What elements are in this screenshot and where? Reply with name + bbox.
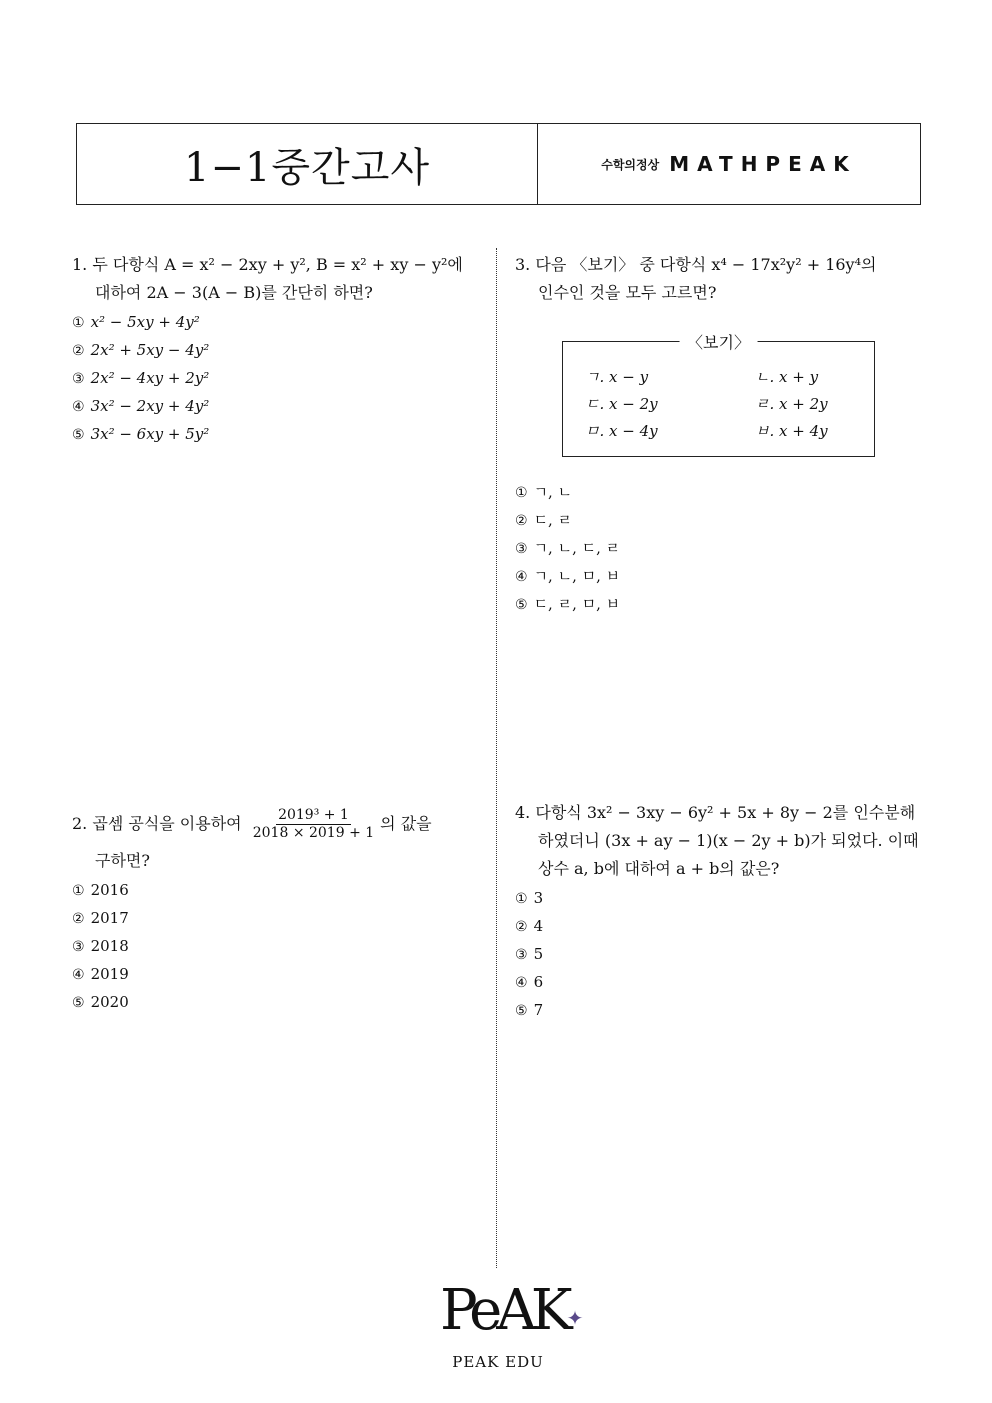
choice-number: ④ bbox=[515, 569, 528, 585]
choice-text: ㄱ, ㄴ, ㅁ, ㅂ bbox=[533, 567, 621, 585]
choice-item[interactable] bbox=[515, 507, 620, 535]
question-2-suffix: 의 값을 bbox=[380, 814, 432, 833]
question-4-text-line2: 하였더니 (3x + ay − 1)(x − 2y + b)가 되었다. 이때 bbox=[538, 831, 919, 850]
question-4-choices bbox=[515, 885, 919, 1025]
choice-item[interactable] bbox=[72, 933, 432, 961]
choice-item[interactable] bbox=[515, 885, 919, 913]
choice-text: 2017 bbox=[90, 909, 129, 927]
choice-text: 2018 bbox=[90, 937, 129, 955]
choice-text: 2016 bbox=[90, 881, 129, 899]
choice-number: ① bbox=[515, 891, 528, 907]
fraction-numerator: 2019³ + 1 bbox=[278, 807, 349, 823]
choice-item[interactable] bbox=[72, 393, 463, 421]
question-3-number: 3. bbox=[515, 255, 531, 274]
choice-number: ③ bbox=[72, 371, 85, 387]
choice-text: ㄷ, ㄹ, ㅁ, ㅂ bbox=[533, 595, 621, 613]
bogi-item: ㄴ. x + y bbox=[755, 368, 819, 386]
question-3-text-line1: 다음 〈보기〉 중 다항식 x⁴ − 17x²y² + 16y⁴의 bbox=[535, 255, 877, 274]
logo-mark-text: PeAK bbox=[440, 1278, 567, 1343]
choice-number: ⑤ bbox=[515, 1003, 528, 1019]
bogi-title: 〈보기〉 bbox=[679, 330, 758, 353]
exam-title: 1−1중간고사 bbox=[184, 144, 430, 191]
question-1-choices bbox=[72, 309, 463, 449]
choice-number: ⑤ bbox=[72, 427, 85, 443]
choice-item[interactable] bbox=[515, 969, 919, 997]
bogi-item: ㄷ. x − 2y bbox=[585, 395, 658, 413]
choice-number: ③ bbox=[72, 939, 85, 955]
fraction-denominator: 2018 × 2019 + 1 bbox=[252, 825, 375, 841]
choice-item[interactable] bbox=[72, 337, 463, 365]
choice-item[interactable] bbox=[72, 365, 463, 393]
choice-text: 2019 bbox=[90, 965, 129, 983]
header-brand-cell bbox=[538, 124, 920, 204]
bogi-item: ㅂ. x + 4y bbox=[755, 422, 828, 440]
choice-number: ③ bbox=[515, 947, 528, 963]
question-2-line1 bbox=[72, 803, 432, 845]
choice-item[interactable] bbox=[515, 997, 919, 1025]
fraction bbox=[251, 807, 376, 842]
question-4-number: 4. bbox=[515, 803, 531, 822]
question-2 bbox=[72, 803, 432, 1017]
question-4 bbox=[515, 799, 919, 1025]
question-2-prefix: 곱셈 공식을 이용하여 bbox=[92, 814, 242, 833]
choice-text: 2x² − 4xy + 2y² bbox=[90, 369, 210, 387]
choice-text: 5 bbox=[533, 945, 544, 963]
header-title-cell bbox=[77, 124, 538, 204]
question-1 bbox=[72, 251, 463, 449]
question-4-text-line3: 상수 a, b에 대하여 a + b의 값은? bbox=[538, 859, 780, 878]
choice-text: ㄱ, ㄴ bbox=[533, 483, 573, 501]
choice-item[interactable] bbox=[72, 989, 432, 1017]
bogi-item: ㄱ. x − y bbox=[585, 368, 649, 386]
choice-number: ② bbox=[72, 911, 85, 927]
choice-item[interactable] bbox=[72, 309, 463, 337]
brand-name: MATHPEAK bbox=[669, 152, 857, 176]
choice-item[interactable] bbox=[515, 563, 620, 591]
question-1-text-line2: 대하여 2A − 3(A − B)를 간단히 하면? bbox=[95, 283, 373, 302]
question-2-number: 2. bbox=[72, 814, 88, 833]
choice-item[interactable] bbox=[515, 913, 919, 941]
column-divider bbox=[496, 248, 497, 1268]
choice-number: ① bbox=[72, 883, 85, 899]
choice-number: ② bbox=[515, 513, 528, 529]
choice-text: 3x² − 6xy + 5y² bbox=[90, 425, 210, 443]
logo-mark bbox=[440, 1278, 578, 1347]
choice-text: ㄷ, ㄹ bbox=[533, 511, 573, 529]
bogi-item: ㅁ. x − 4y bbox=[585, 422, 658, 440]
choice-item[interactable] bbox=[72, 905, 432, 933]
question-3-choices-block bbox=[515, 477, 620, 619]
choice-text: 6 bbox=[533, 973, 544, 991]
bogi-box bbox=[562, 333, 875, 457]
question-1-text-line1: 두 다항식 A = x² − 2xy + y², B = x² + xy − y²에 bbox=[92, 255, 463, 274]
choice-text: 4 bbox=[533, 917, 544, 935]
choice-item[interactable] bbox=[72, 961, 432, 989]
question-2-choices bbox=[72, 877, 432, 1017]
choice-item[interactable] bbox=[515, 591, 620, 619]
choice-text: 2020 bbox=[90, 993, 129, 1011]
choice-number: ⑤ bbox=[515, 597, 528, 613]
choice-number: ④ bbox=[515, 975, 528, 991]
choice-item[interactable] bbox=[515, 941, 919, 969]
question-3-line1 bbox=[515, 251, 876, 279]
choice-text: ㄱ, ㄴ, ㄷ, ㄹ bbox=[533, 539, 621, 557]
question-1-line1 bbox=[72, 251, 463, 279]
question-1-number: 1. bbox=[72, 255, 88, 274]
choice-text: 2x² + 5xy − 4y² bbox=[90, 341, 210, 359]
peak-edu-logo bbox=[440, 1278, 578, 1372]
choice-number: ③ bbox=[515, 541, 528, 557]
question-3-choices bbox=[515, 479, 620, 619]
choice-item[interactable] bbox=[515, 479, 620, 507]
choice-number: ② bbox=[515, 919, 528, 935]
question-3-text-line2: 인수인 것을 모두 고르면? bbox=[538, 283, 717, 302]
choice-number: ① bbox=[515, 485, 528, 501]
logo-text: PEAK EDU bbox=[452, 1353, 544, 1371]
choice-text: x² − 5xy + 4y² bbox=[90, 313, 200, 331]
choice-number: ⑤ bbox=[72, 995, 85, 1011]
choice-text: 3x² − 2xy + 4y² bbox=[90, 397, 210, 415]
exam-header bbox=[76, 123, 921, 205]
star-icon: ✦ bbox=[566, 1306, 578, 1330]
choice-number: ② bbox=[72, 343, 85, 359]
question-4-text-line1: 다항식 3x² − 3xy − 6y² + 5x + 8y − 2를 인수분해 bbox=[535, 803, 916, 822]
choice-text: 7 bbox=[533, 1001, 544, 1019]
choice-number: ④ bbox=[72, 399, 85, 415]
question-3 bbox=[515, 251, 876, 307]
question-4-line1 bbox=[515, 799, 919, 827]
choice-item[interactable] bbox=[515, 535, 620, 563]
question-2-text-line2: 구하면? bbox=[95, 851, 150, 870]
bogi-item: ㄹ. x + 2y bbox=[755, 395, 828, 413]
brand-subtitle: 수학의정상 bbox=[601, 157, 660, 172]
bogi-items bbox=[585, 366, 855, 443]
choice-number: ① bbox=[72, 315, 85, 331]
choice-item[interactable] bbox=[72, 877, 432, 905]
choice-text: 3 bbox=[533, 889, 544, 907]
choice-item[interactable] bbox=[72, 421, 463, 449]
choice-number: ④ bbox=[72, 967, 85, 983]
